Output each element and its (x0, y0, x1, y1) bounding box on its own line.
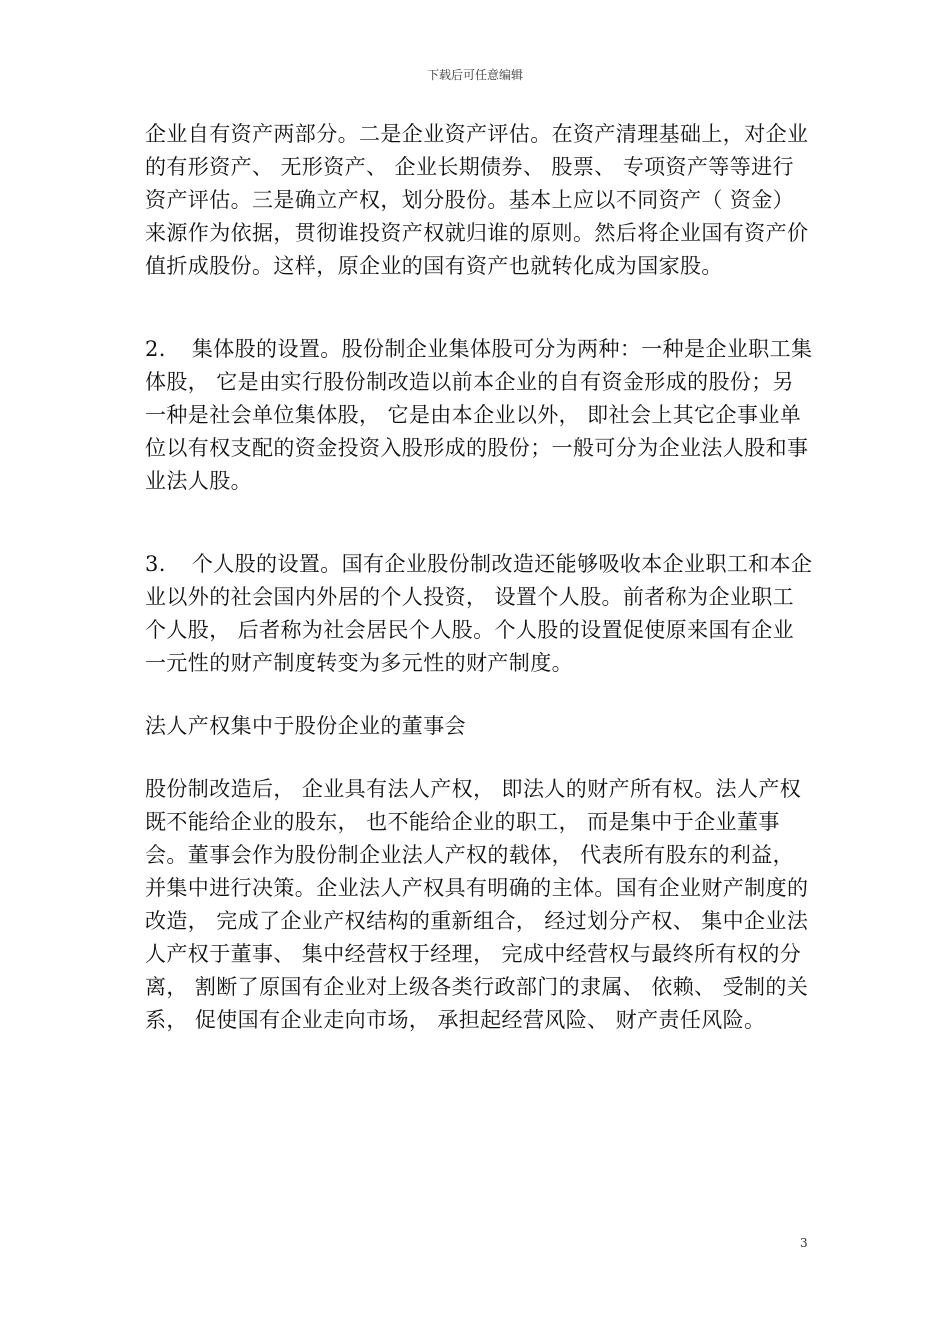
paragraph-spacer (145, 498, 815, 548)
paragraph-individual-shares (145, 548, 815, 680)
paragraph-spacer (145, 743, 815, 773)
paragraph-state-shares-continued: 企业自有资产两部分。二是企业资产评估。在资产清理基础上，对企业的有形资产、 无形资产、 企业长期债券、 股票、 专项资产等等进行资产评估。三是确立产权，划分股份。基本上应以不同资产（ 资金） 来源作为依据，贯彻谁投资产权就归谁的原则。然后将企业国有资产价值折成股份。这样，原企业的国有资产也就转化成为国家股。 (145, 122, 809, 278)
paragraph-text: 集体股的设置。股份制企业集体股可分为两种：一种是企业职工集体股， 它是由实行股份制改造以前本企业的自有资金形成的股份；另一种是社会单位集体股， 它是由本企业以外， 即社会上其它企事业单位以有权支配的资金投资入股形成的股份；一般可分为企业法人股和事业法人股。 (145, 337, 813, 493)
paragraph-board-of-directors: 股份制改造后， 企业具有法人产权， 即法人的财产所有权。法人产权既不能给企业的股东， 也不能给企业的职工， 而是集中于企业董事会。董事会作为股份制企业法人产权的载体， 代表所有股东的利益， 并集中进行决策。企业法人产权具有明确的主体。国有企业财产制度的改造， 完成了企业产权结构的重新组合， 经过划分产权、 集中企业法人产权于董事、 集中经营权于经理， 完成中经营权与最终所有权的分离， 割断了原国有企业对上级各类行政部门的隶属、 依赖、 受制的关系， 促使国有企业走向市场， 承担起经营风险、 财产责任风险。 (145, 777, 809, 1032)
paragraph-collective-shares (145, 333, 815, 498)
list-number: 2. (145, 337, 166, 361)
page-header: 下载后可任意编辑 (426, 68, 523, 82)
section-heading: 法人产权集中于股份企业的董事会 (145, 714, 466, 738)
list-number: 3. (145, 552, 166, 576)
paragraph-text: 个人股的设置。国有企业股份制改造还能够吸收本企业职工和本企业以外的社会国内外居的个人投资， 设置个人股。前者称为企业职工个人股， 后者称为社会居民个人股。个人股的设置促使原来国有企业一元性的财产制度转变为多元性的财产制度。 (145, 552, 813, 675)
paragraph-spacer (145, 680, 815, 710)
document-body (145, 118, 815, 1037)
page-number: 3 (800, 1236, 808, 1250)
paragraph-spacer (145, 283, 815, 333)
